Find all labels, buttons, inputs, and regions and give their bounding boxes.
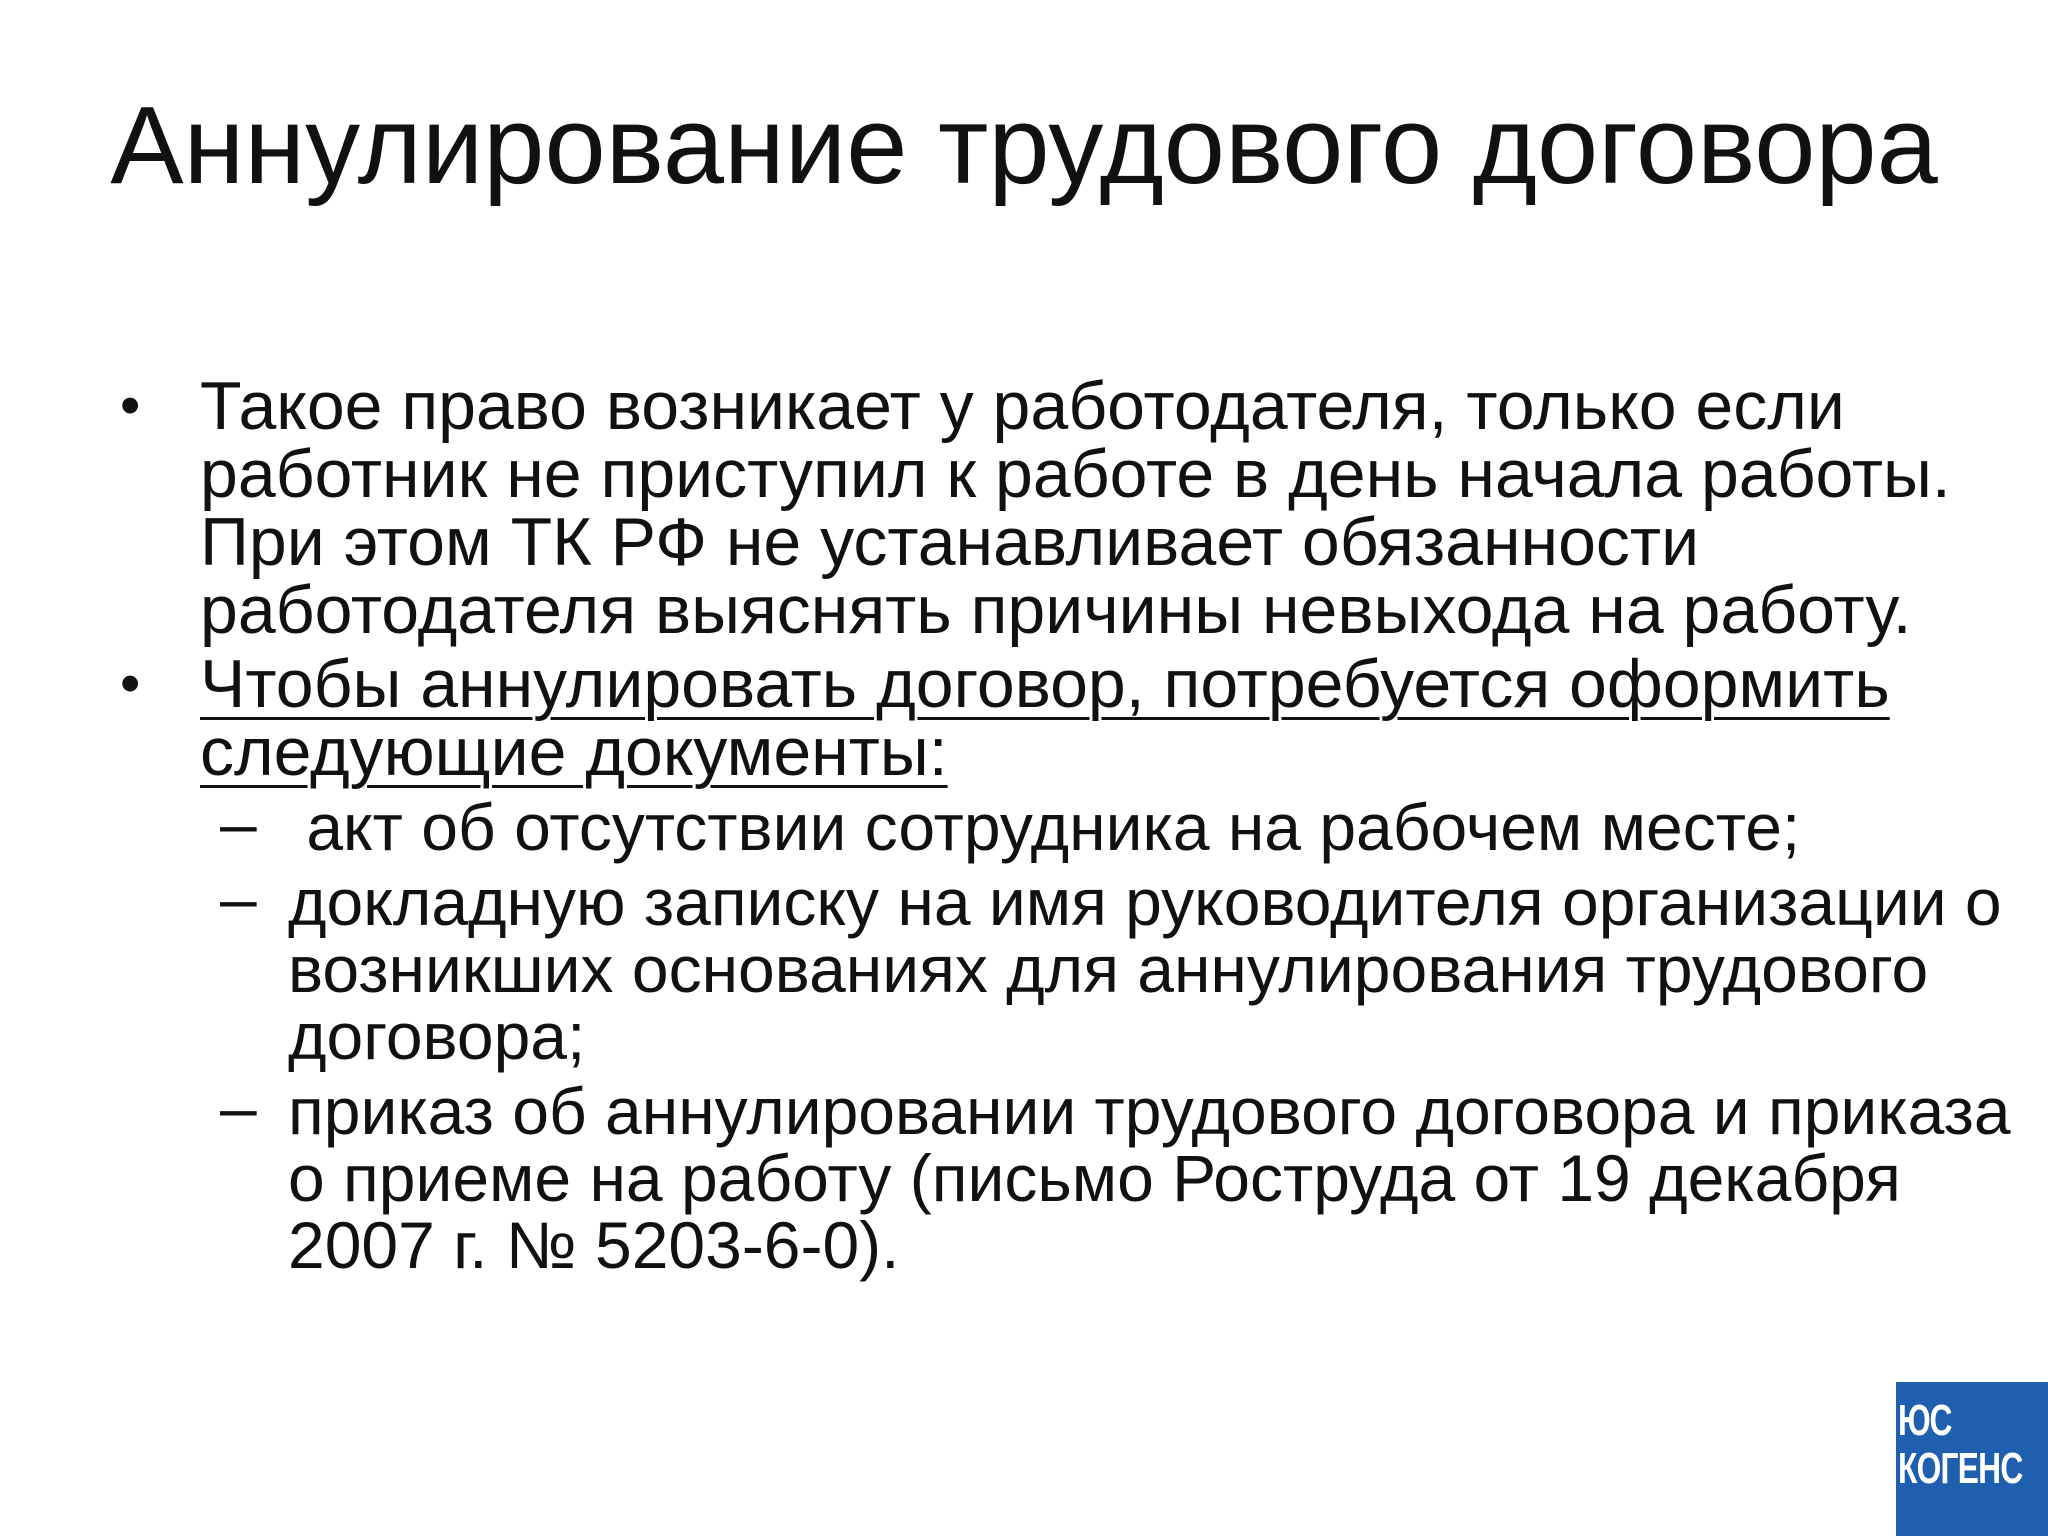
bullet-text: Такое право возникает у работодателя, только если работник не приступил к работе в день начала работы. При этом ТК РФ не устанавливает обязанности работодателя выяснять причины невыхода на работу. xyxy=(200,368,1951,648)
sublist-item xyxy=(220,861,2020,1073)
bullet-item xyxy=(120,646,2020,1282)
bullet-text-underlined: Чтобы аннулировать договор, потребуется оформить следующие документы: xyxy=(200,646,1890,790)
slide-title: Аннулирование трудового договора xyxy=(110,84,1938,207)
dash-marker: – xyxy=(220,786,257,860)
bullet-marker: • xyxy=(120,651,141,716)
company-logo xyxy=(1896,1382,2048,1536)
sublist-text: докладную записку на имя руководителя организации о возникших основаниях для аннулирования трудового договора; xyxy=(288,865,2002,1073)
sublist-text: акт об отсутствии сотрудника на рабочем месте; xyxy=(288,790,1801,864)
sublist-item xyxy=(220,786,2020,864)
logo-text-line-1: ЮС xyxy=(1898,1396,1952,1445)
dash-marker: – xyxy=(220,861,257,935)
bullet-marker: • xyxy=(120,373,141,438)
logo-text-line-2: КОГЕНС xyxy=(1898,1444,2023,1493)
bullet-item xyxy=(120,368,2020,648)
sublist-text: приказ об аннулировании трудового договора и приказа о приеме на работу (письмо Роструда от 19 декабря 2007 г. № 5203-6-0). xyxy=(288,1074,2011,1282)
document-sublist xyxy=(120,786,2020,1282)
dash-marker: – xyxy=(220,1070,257,1144)
bullet-list xyxy=(120,368,2020,1287)
sublist-item xyxy=(220,1070,2020,1282)
